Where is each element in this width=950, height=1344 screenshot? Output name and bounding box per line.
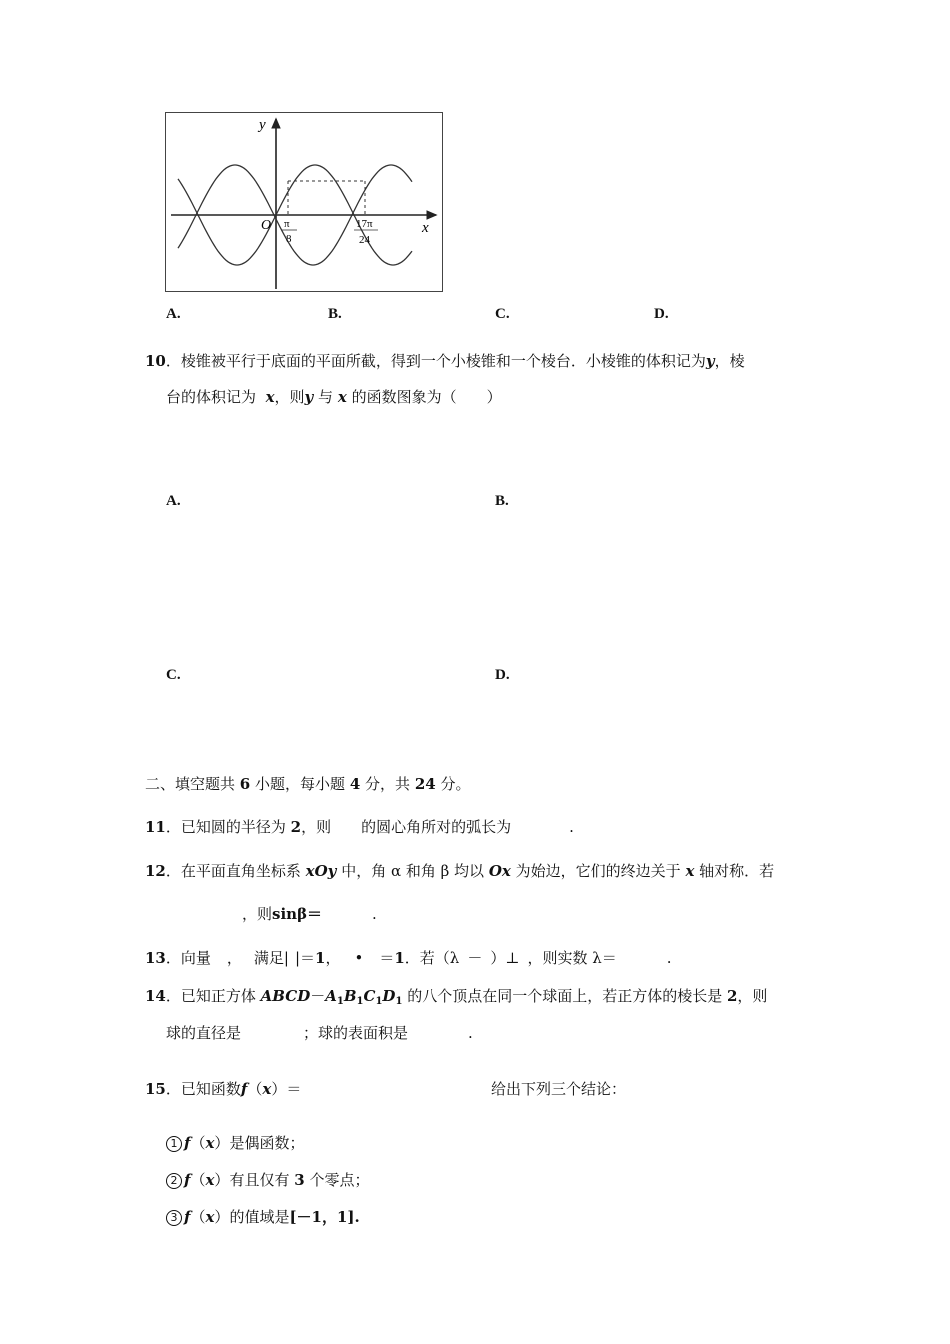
q15-c2-x: x <box>205 1171 215 1189</box>
question-13-text-f: ＝ <box>379 949 395 967</box>
q10-option-b[interactable]: B. <box>495 493 509 509</box>
question-14-abcd: ABCD <box>260 987 311 1005</box>
question-10-text-c: 台的体积记为 <box>166 388 257 406</box>
question-15 <box>145 1078 301 1099</box>
question-10-number: 10 <box>145 352 166 370</box>
q15-c3-text-a: 的值域是 <box>229 1208 290 1226</box>
section-2-text-b: 小题，每小题 <box>255 775 346 793</box>
q15-c1-text: 是偶函数； <box>229 1134 305 1152</box>
q15-c3-paren-open: （ <box>190 1208 206 1226</box>
question-13-number: 13 <box>145 949 166 967</box>
question-12-number: 12 <box>145 862 166 880</box>
q15-conclusion-1: 1 f（x）是偶函数； <box>166 1132 304 1153</box>
question-12-text-c: 为始边，它们的终边关于 <box>515 862 681 880</box>
sine-graph-figure <box>165 112 443 292</box>
question-10-var-y2: y <box>304 388 314 406</box>
question-13-dot: • <box>354 949 364 967</box>
question-11-text-c: 的圆心角所对的弧长为 <box>361 818 512 836</box>
question-11-text-a: ．已知圆的半径为 <box>165 818 286 836</box>
question-14-number: 14 <box>145 987 166 1005</box>
question-12-text-e: ，则 <box>242 905 273 923</box>
question-15-x: x <box>262 1080 272 1098</box>
question-13-text-j: ，则实数 λ＝ <box>527 949 617 967</box>
question-10-text-b: ，棱 <box>714 352 745 370</box>
question-14-c1: C <box>363 987 376 1005</box>
question-11 <box>145 816 574 837</box>
question-14-a1: A <box>325 987 337 1005</box>
question-14-text-a: ．已知正方体 <box>165 987 256 1005</box>
question-12-line-1 <box>145 860 774 881</box>
q15-c3-f: f <box>184 1208 191 1226</box>
question-13-text-e: ， <box>325 949 341 967</box>
tick-label-1-numerator: π <box>284 218 290 230</box>
question-10-line-1 <box>145 350 745 371</box>
question-10-var-x: x <box>265 388 275 406</box>
q15-c2-f: f <box>184 1171 191 1189</box>
section-2-points-each: 4 <box>349 775 361 793</box>
section-2-text-a: 二、填空题共 <box>145 775 236 793</box>
question-11-radius: 2 <box>290 818 302 836</box>
question-11-number: 11 <box>145 818 166 836</box>
question-12-text-a: ．在平面直角坐标系 <box>165 862 301 880</box>
question-13-text-h: － <box>467 949 483 967</box>
question-14-edge: 2 <box>726 987 738 1005</box>
question-14-sub-c: 1 <box>375 996 383 1007</box>
question-15-text-d: 给出下列三个结论： <box>491 1080 627 1098</box>
tick-label-1-denominator: 8 <box>286 233 292 245</box>
question-13-text-i: ）⊥ <box>490 949 520 967</box>
question-14-b1: B <box>343 987 357 1005</box>
question-13-text-g: ．若（λ <box>404 949 460 967</box>
q10-option-c[interactable]: C. <box>166 667 181 683</box>
question-15-f: f <box>240 1080 248 1098</box>
section-2-text-d: 分。 <box>440 775 471 793</box>
q15-c3-range: [－1，1]. <box>289 1208 360 1226</box>
question-12-ox: Ox <box>488 862 511 880</box>
question-14-sub-b: 1 <box>356 996 364 1007</box>
q9-option-c[interactable]: C. <box>495 306 510 322</box>
question-10-var-y: y <box>705 352 715 370</box>
question-13-text-b: ， <box>226 949 242 967</box>
question-14-sub-d: 1 <box>395 996 403 1007</box>
question-14-text-d: 球的直径是 <box>166 1024 242 1042</box>
question-14-text-b: 的八个顶点在同一个球面上，若正方体的棱长是 <box>407 987 723 1005</box>
question-11-blank-end[interactable]: . <box>569 818 574 836</box>
question-12-text-b: 中，角 α 和角 β 均以 <box>341 862 485 880</box>
question-13-n1: 1 <box>315 949 326 967</box>
q9-option-a[interactable]: A. <box>166 306 181 322</box>
circled-number-2: 2 <box>166 1173 182 1189</box>
question-15-text-a: ．已知函数 <box>165 1080 241 1098</box>
q15-c1-x: x <box>205 1134 215 1152</box>
section-2-text-c: 分，共 <box>365 775 411 793</box>
q9-option-b[interactable]: B. <box>328 306 342 322</box>
question-15-paren-open: （ <box>247 1080 263 1098</box>
question-13-n2: 1 <box>394 949 405 967</box>
question-10-text-e: 与 <box>318 388 334 406</box>
question-14-line-2 <box>166 1022 473 1043</box>
question-14-dash: － <box>310 987 326 1005</box>
question-13 <box>145 947 672 968</box>
question-12-sinb: sinβ＝ <box>272 905 323 923</box>
question-13-text-a: ．向量 <box>165 949 211 967</box>
section-2-heading <box>145 773 471 794</box>
q10-option-a[interactable]: A. <box>166 493 181 509</box>
circled-number-1: 1 <box>166 1136 182 1152</box>
q15-c2-paren-open: （ <box>190 1171 206 1189</box>
question-13-text-d: |＝ <box>294 949 316 967</box>
q15-conclusion-2: 2 f（x）有且仅有 3 个零点； <box>166 1169 369 1190</box>
question-14-line-1 <box>145 985 767 1007</box>
question-12-xoy: xOy <box>305 862 337 880</box>
question-14-d1: D <box>382 987 396 1005</box>
q15-c3-x: x <box>205 1208 215 1226</box>
q15-c1-paren-open: （ <box>190 1134 206 1152</box>
q10-option-d[interactable]: D. <box>495 667 510 683</box>
origin-label: O <box>261 218 272 233</box>
q15-c2-text-a: 有且仅有 <box>229 1171 290 1189</box>
sine-graph-svg <box>166 113 442 291</box>
question-14-text-c: ，则 <box>737 987 768 1005</box>
question-13-blank-end[interactable]: . <box>666 949 672 967</box>
section-2-count: 6 <box>239 775 251 793</box>
question-11-text-b: ，则 <box>301 818 332 836</box>
q9-option-d[interactable]: D. <box>654 306 669 322</box>
question-10-var-x2: x <box>337 388 347 406</box>
question-15-text-c: ）＝ <box>271 1080 302 1098</box>
x-axis-label: x <box>422 220 429 236</box>
q15-c1-f: f <box>184 1134 191 1152</box>
question-12-x: x <box>685 862 695 880</box>
tick-label-2-denominator: 24 <box>359 234 370 246</box>
question-14-blank-end[interactable]: . <box>468 1024 473 1042</box>
question-10-line-2 <box>166 386 502 407</box>
question-14-sub-a: 1 <box>336 996 344 1007</box>
question-10-text-f: 的函数图象为（ ） <box>351 388 502 406</box>
question-10-text-a: ．棱锥被平行于底面的平面所截，得到一个小棱锥和一个棱台．小棱锥的体积记为 <box>165 352 706 370</box>
q15-c2-count: 3 <box>294 1171 305 1189</box>
y-axis-label: y <box>259 117 266 133</box>
question-13-text-c: 满足| <box>253 949 289 967</box>
question-12-blank-end[interactable]: . <box>372 905 377 923</box>
question-15-number: 15 <box>145 1080 166 1098</box>
section-2-points-total: 24 <box>414 775 436 793</box>
question-14-text-e: ；球的表面积是 <box>303 1024 409 1042</box>
question-12-line-2 <box>242 903 377 924</box>
question-12-text-d: 轴对称．若 <box>699 862 775 880</box>
question-10-text-d: ，则 <box>274 388 305 406</box>
q15-c2-text-b: 个零点； <box>309 1171 370 1189</box>
q15-conclusion-3: 3 f（x）的值域是[－1，1]. <box>166 1206 360 1227</box>
circled-number-3: 3 <box>166 1210 182 1226</box>
tick-label-2-numerator: 17π <box>356 218 373 230</box>
